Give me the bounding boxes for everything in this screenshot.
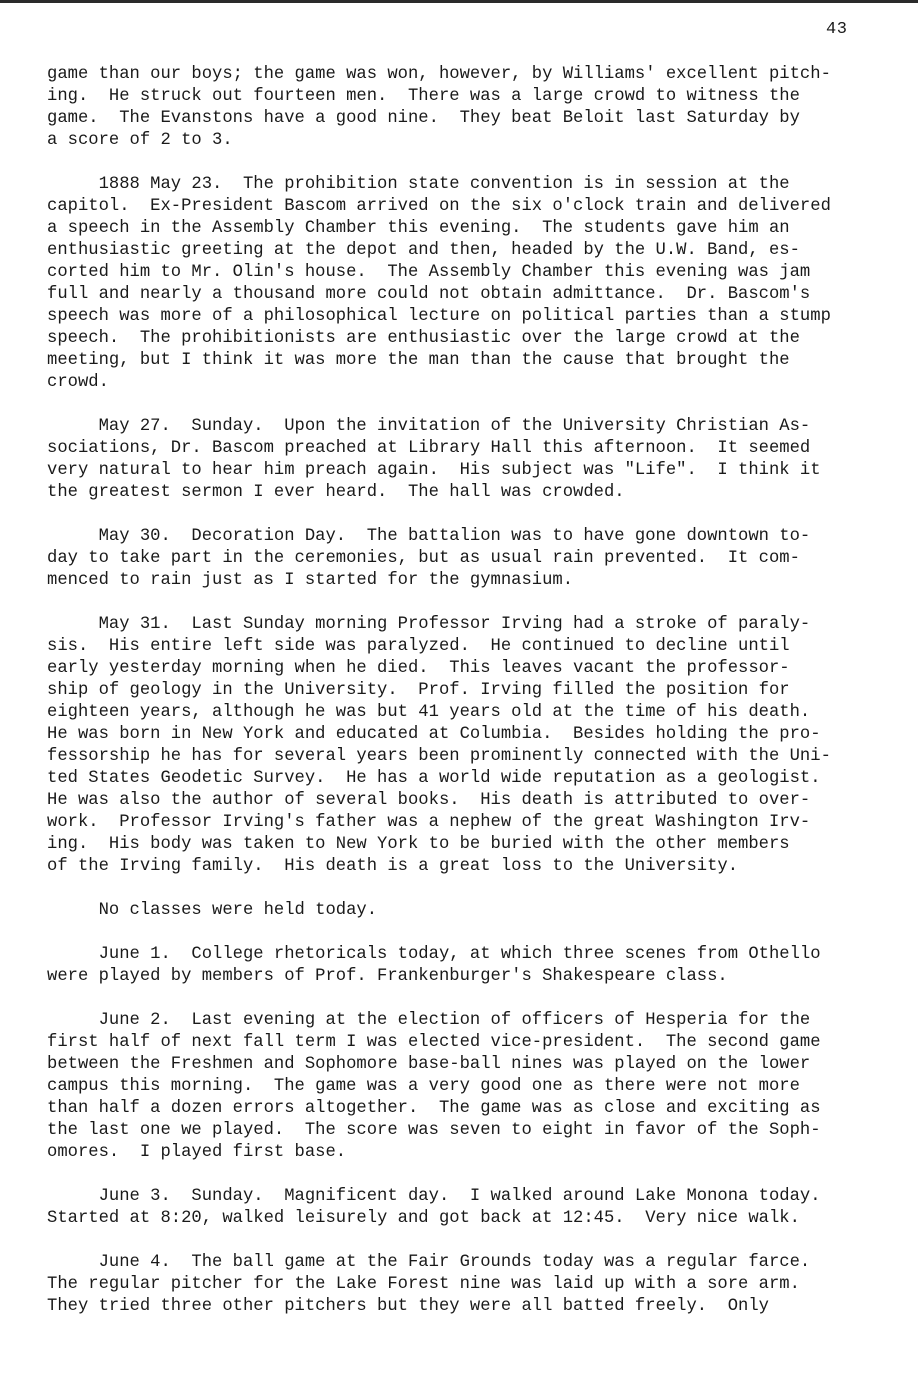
text-line: ing. He struck out fourteen men. There was a large crowd to witness the (47, 87, 800, 106)
paragraph (47, 944, 897, 988)
text-line: a score of 2 to 3. (47, 131, 233, 150)
text-line: speech. The prohibitionists are enthusiastic over the large crowd at the (47, 329, 800, 348)
text-line: ship of geology in the University. Prof. Irving filled the position for (47, 681, 790, 700)
text-line: June 1. College rhetoricals today, at which three scenes from Othello (47, 945, 821, 964)
text-line: campus this morning. The game was a very good one as there were not more (47, 1077, 800, 1096)
text-line: game. The Evanstons have a good nine. They beat Beloit last Saturday by (47, 109, 800, 128)
text-line: June 3. Sunday. Magnificent day. I walked around Lake Monona today. (47, 1187, 821, 1206)
paragraph (47, 900, 897, 922)
text-line: corted him to Mr. Olin's house. The Assembly Chamber this evening was jam (47, 263, 811, 282)
text-line: between the Freshmen and Sophomore base-ball nines was played on the lower (47, 1055, 811, 1074)
text-line: capitol. Ex-President Bascom arrived on the six o'clock train and delivered (47, 197, 831, 216)
text-line: menced to rain just as I started for the gymnasium. (47, 571, 574, 590)
paragraph (47, 614, 897, 878)
text-line: the greatest sermon I ever heard. The hall was crowded. (47, 483, 625, 502)
text-line: of the Irving family. His death is a great loss to the University. (47, 857, 739, 876)
document-body (47, 64, 897, 1340)
text-line: meeting, but I think it was more the man than the cause that brought the (47, 351, 790, 370)
text-line: June 4. The ball game at the Fair Grounds today was a regular farce. (47, 1253, 811, 1272)
text-line: day to take part in the ceremonies, but as usual rain prevented. It com- (47, 549, 800, 568)
text-line: early yesterday morning when he died. This leaves vacant the professor- (47, 659, 790, 678)
paragraph (47, 64, 897, 152)
text-line: May 30. Decoration Day. The battalion was to have gone downtown to- (47, 527, 811, 546)
text-line: ted States Geodetic Survey. He has a world wide reputation as a geologist. (47, 769, 821, 788)
text-line: a speech in the Assembly Chamber this evening. The students gave him an (47, 219, 790, 238)
text-line: sociations, Dr. Bascom preached at Library Hall this afternoon. It seemed (47, 439, 811, 458)
text-line: than half a dozen errors altogether. The game was as close and exciting as (47, 1099, 821, 1118)
text-line: June 2. Last evening at the election of officers of Hesperia for the (47, 1011, 811, 1030)
text-line: ing. His body was taken to New York to be buried with the other members (47, 835, 790, 854)
paragraph (47, 1010, 897, 1164)
paragraph (47, 416, 897, 504)
text-line: May 27. Sunday. Upon the invitation of the University Christian As- (47, 417, 811, 436)
text-line: work. Professor Irving's father was a nephew of the great Washington Irv- (47, 813, 811, 832)
text-line: 1888 May 23. The prohibition state convention is in session at the (47, 175, 790, 194)
text-line: sis. His entire left side was paralyzed. He continued to decline until (47, 637, 790, 656)
text-line: No classes were held today. (47, 901, 378, 920)
text-line: eighteen years, although he was but 41 years old at the time of his death. (47, 703, 811, 722)
top-edge-rule (0, 0, 918, 3)
paragraph (47, 1186, 897, 1230)
text-line: He was born in New York and educated at Columbia. Besides holding the pro- (47, 725, 821, 744)
paragraph (47, 526, 897, 592)
text-line: May 31. Last Sunday morning Professor Irving had a stroke of paraly- (47, 615, 811, 634)
text-line: very natural to hear him preach again. His subject was "Life". I think it (47, 461, 821, 480)
text-line: He was also the author of several books. His death is attributed to over- (47, 791, 811, 810)
text-line: speech was more of a philosophical lecture on political parties than a stump (47, 307, 831, 326)
paragraph (47, 174, 897, 394)
text-line: first half of next fall term I was elected vice-president. The second game (47, 1033, 821, 1052)
text-line: game than our boys; the game was won, however, by Williams' excellent pitch- (47, 65, 831, 84)
text-line: omores. I played first base. (47, 1143, 347, 1162)
page-number: 43 (826, 20, 848, 39)
text-line: enthusiastic greeting at the depot and then, headed by the U.W. Band, es- (47, 241, 800, 260)
text-line: crowd. (47, 373, 109, 392)
text-line: The regular pitcher for the Lake Forest nine was laid up with a sore arm. (47, 1275, 800, 1294)
text-line: the last one we played. The score was seven to eight in favor of the Soph- (47, 1121, 821, 1140)
text-line: Started at 8:20, walked leisurely and got back at 12:45. Very nice walk. (47, 1209, 800, 1228)
paragraph (47, 1252, 897, 1318)
text-line: were played by members of Prof. Frankenburger's Shakespeare class. (47, 967, 728, 986)
text-line: full and nearly a thousand more could not obtain admittance. Dr. Bascom's (47, 285, 811, 304)
text-line: fessorship he has for several years been prominently connected with the Uni- (47, 747, 831, 766)
text-line: They tried three other pitchers but they were all batted freely. Only (47, 1297, 769, 1316)
